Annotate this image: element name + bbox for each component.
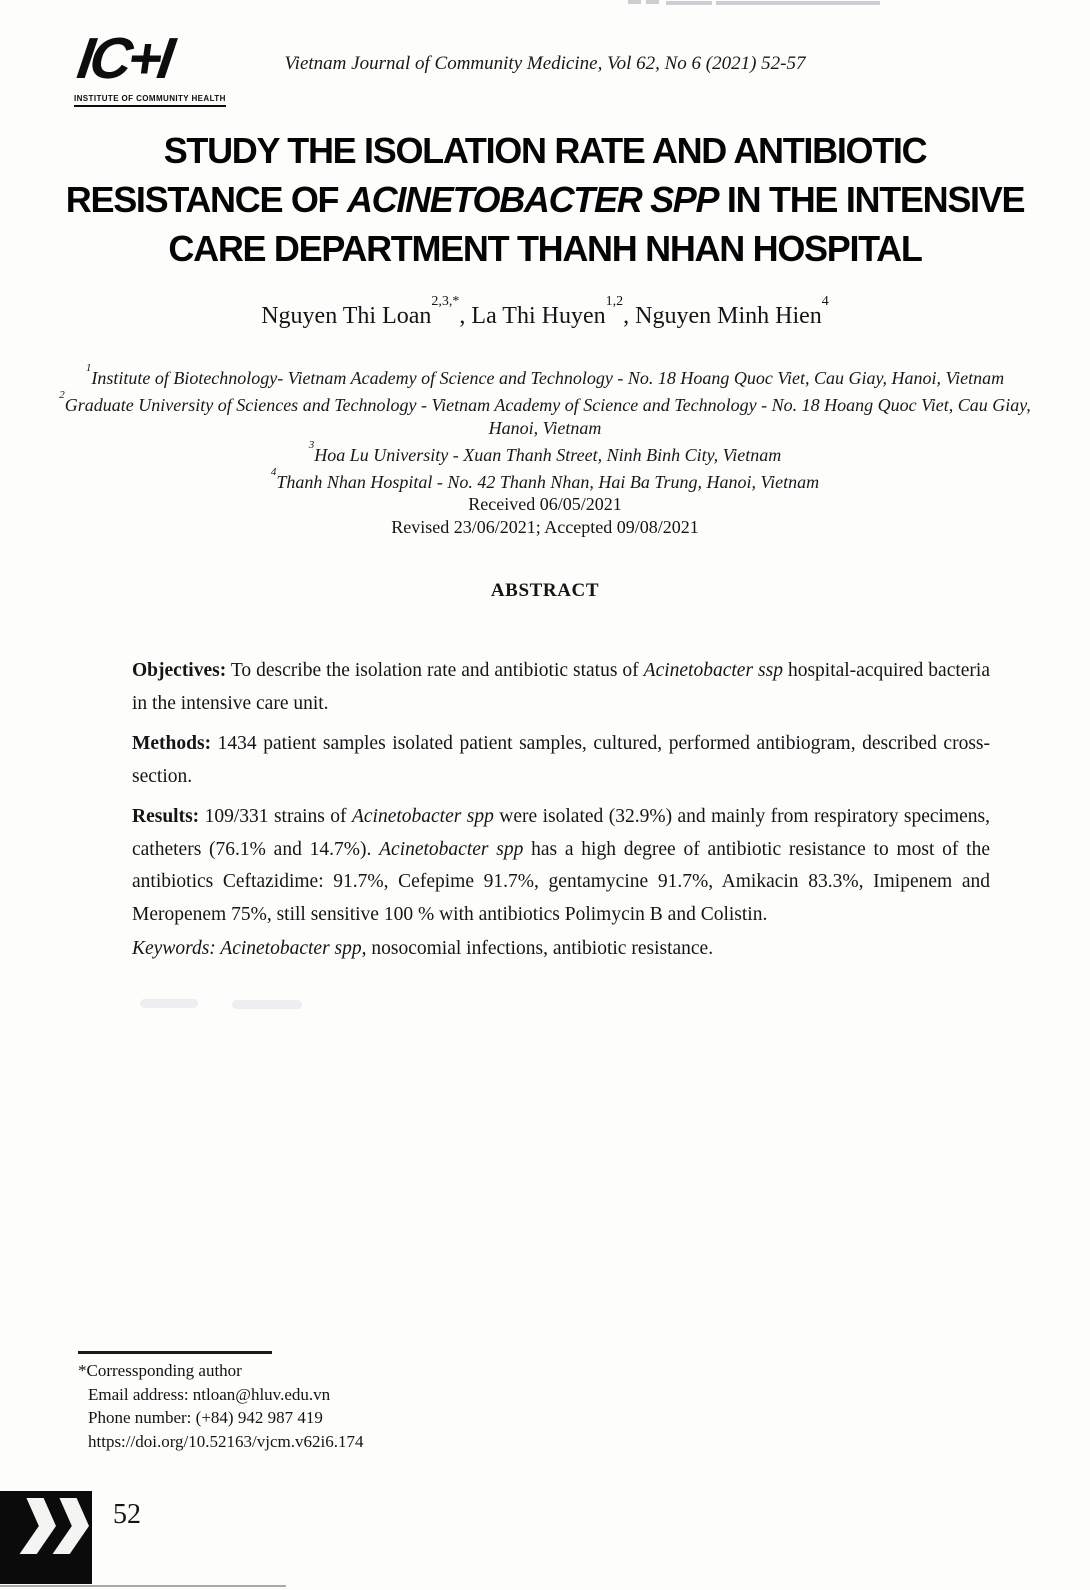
journal-citation: Vietnam Journal of Community Medicine, Vol 62, No 6 (2021) 52-57 <box>284 53 806 74</box>
scan-artifact <box>716 1 880 5</box>
correspondence-email: Email address: ntloan@hluv.edu.vn <box>88 1384 331 1404</box>
results-text: 109/331 strains of <box>199 806 352 827</box>
author-name: , La Thi Huyen <box>459 303 606 329</box>
methods-paragraph <box>132 728 990 793</box>
affiliation-line <box>48 363 1042 390</box>
affiliation-line <box>48 467 1042 494</box>
abstract-body <box>132 655 990 939</box>
scan-artifact <box>628 0 641 4</box>
doi-link: https://doi.org/10.52163/vjcm.v62i6.174 <box>88 1431 364 1451</box>
title-line-3: CARE DEPARTMENT THANH NHAN HOSPITAL <box>168 228 922 269</box>
results-species: Acinetobacter spp <box>351 806 494 827</box>
results-species: Acinetobacter spp <box>379 838 524 860</box>
keywords-label-and-species: Keywords: Acinetobacter spp <box>132 938 362 959</box>
author-name: Nguyen Thi Loan <box>261 303 432 329</box>
affiliation-line <box>48 440 1042 467</box>
author-superscript: 1,2 <box>605 294 624 309</box>
title-line-2-pre: RESISTANCE OF <box>65 179 347 220</box>
methods-text: 1434 patient samples isolated patient samples, cultured, performed antibiogram, described cross-section. <box>132 733 990 787</box>
title-line-2-post: IN THE INTENSIVE <box>718 179 1025 220</box>
article-title <box>0 126 1090 273</box>
methods-label: Methods: <box>132 733 212 754</box>
received-date: Received 06/05/2021 <box>468 494 622 514</box>
keywords-rest: , nosocomial infections, antibiotic resistance. <box>361 938 714 959</box>
authors-line <box>0 294 1090 330</box>
page-number: 52 <box>113 1499 141 1530</box>
article-dates <box>0 493 1090 539</box>
ich-logo-caption: INSTITUTE OF COMMUNITY HEALTH <box>74 94 226 107</box>
affiliation-superscript: 4 <box>270 466 277 478</box>
affiliation-text: Hoa Lu University - Xuan Thanh Street, Ninh Binh City, Vietnam <box>314 445 782 465</box>
affiliation-superscript: 2 <box>59 389 65 401</box>
scan-artifact <box>666 1 712 5</box>
chevron-right-icon <box>20 1498 60 1554</box>
revised-accepted-dates: Revised 23/06/2021; Accepted 09/08/2021 <box>391 517 699 537</box>
affiliation-line <box>48 390 1042 440</box>
chevron-right-icon <box>53 1498 93 1554</box>
results-text: has a high degree of antibiotic resistance to most of the antibiotics Ceftazidime: 91.7%, Cefepime 91.7%, gentamycine 91.7%, Amikacin 83.3%, Imipenem and Meropenem 75%, still sensitive 100 % with antibiotics Polimycin B and Colistin. <box>132 838 991 925</box>
scan-artifact <box>232 1000 302 1009</box>
affiliation-text: Institute of Biotechnology- Vietnam Academy of Science and Technology - No. 18 Hoang Quoc Viet, Cau Giay, Hanoi, Vietnam <box>91 368 1005 388</box>
author-superscript: 2,3,* <box>431 294 460 309</box>
scan-artifact <box>646 0 659 4</box>
objectives-text: To describe the isolation rate and antibiotic status of <box>226 660 644 681</box>
ich-logo-icon: IC+I <box>73 26 175 91</box>
objectives-species: Acinetobacter ssp <box>643 660 783 681</box>
objectives-text: hospital-acquired bacteria in the intensive care unit. <box>132 660 990 714</box>
results-text: were isolated (32.9%) and mainly from respiratory specimens, catheters (76.1% and 14.7%). <box>132 806 990 860</box>
title-line-1: STUDY THE ISOLATION RATE AND ANTIBIOTIC <box>163 130 927 171</box>
footnote-divider <box>78 1351 272 1354</box>
title-line-2-species: ACINETOBACTER SPP <box>346 179 719 220</box>
abstract-heading: ABSTRACT <box>490 580 600 601</box>
affiliation-text: Thanh Nhan Hospital - No. 42 Thanh Nhan, Hai Ba Trung, Hanoi, Vietnam <box>276 472 820 492</box>
objectives-label: Objectives: <box>132 660 227 681</box>
objectives-paragraph <box>132 655 990 720</box>
affiliation-superscript: 1 <box>85 362 92 374</box>
keywords-line <box>132 938 713 960</box>
page-corner-block <box>0 1491 92 1584</box>
correspondence-phone: Phone number: (+84) 942 987 419 <box>88 1408 323 1427</box>
results-label: Results: <box>132 806 200 827</box>
author-name: , Nguyen Minh Hien <box>623 303 822 329</box>
author-superscript: 4 <box>821 294 829 309</box>
results-paragraph <box>132 801 990 931</box>
affiliations-block <box>48 363 1042 494</box>
affiliation-text: Graduate University of Sciences and Technology - Vietnam Academy of Science and Technology - No. 18 Hoang Quoc Viet, Cau Giay, Hanoi, Vietnam <box>64 395 1031 438</box>
correspondence-footnote <box>78 1359 363 1453</box>
affiliation-superscript: 3 <box>308 439 315 451</box>
corresponding-author-note: *Corressponding author <box>78 1361 242 1380</box>
scan-artifact <box>0 1585 286 1587</box>
scan-artifact <box>140 999 198 1008</box>
